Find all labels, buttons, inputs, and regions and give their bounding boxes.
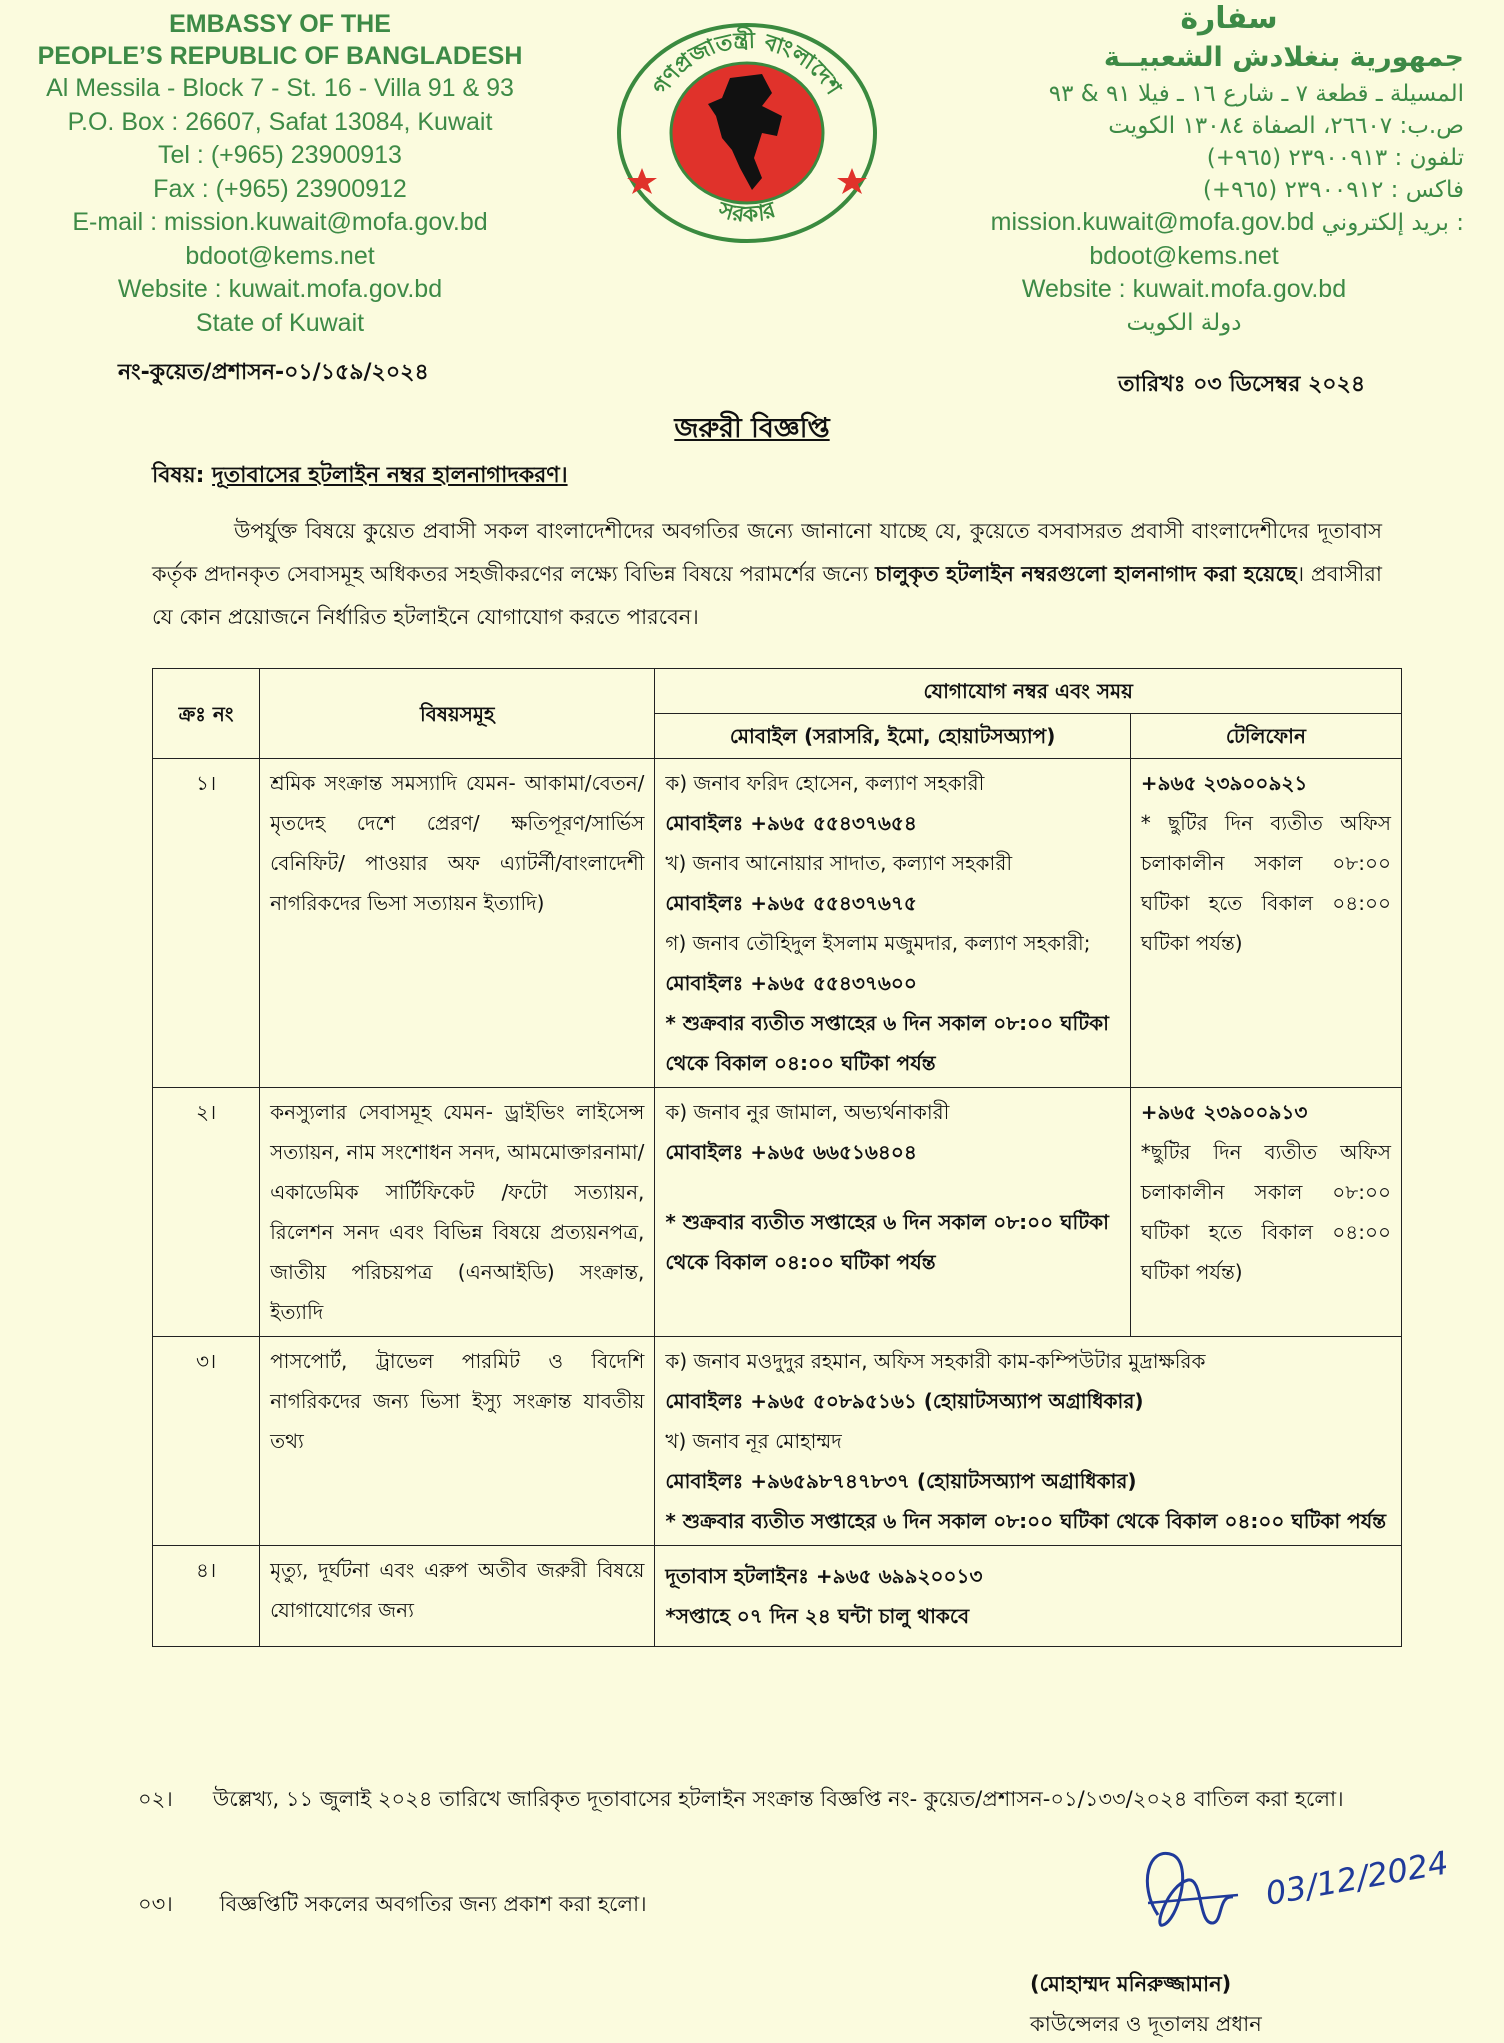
reference-number: নং-কুয়েত/প্রশাসন-০১/১৫৯/২০২৪: [118, 360, 429, 385]
row-subject: মৃত্যু, দূর্ঘটনা এবং এরুপ অতীব জরুরী বিষয়ে যোগাযোগের জন্য: [260, 1546, 655, 1647]
contact-mobile: মোবাইলঃ +৯৬৫ ৫৫৪৩৭৬৭৫: [665, 891, 917, 915]
header-mobile: মোবাইল (সরাসরি, ইমো, হোয়াটসঅ্যাপ): [655, 714, 1130, 759]
signature-icon: [1118, 1825, 1458, 1955]
fax-line: Fax : (+965) 23900912: [153, 174, 407, 203]
row-phone-cell: [1130, 1088, 1401, 1337]
tel-line: Tel : (+965) 23900913: [158, 141, 402, 169]
address-line: Al Messila - Block 7 - St. 16 - Villa 91 & 93: [46, 74, 514, 102]
website-line: Website : kuwait.mofa.gov.bd: [117, 275, 443, 303]
paragraph-3: [138, 1888, 647, 1923]
office-hours-note: * শুক্রবার ব্যতীত সপ্তাহের ৬ দিন সকাল ০৮:০০ ঘটিকা থেকে বিকাল ০৪:০০ ঘটিকা পর্যন্ত: [665, 1210, 1109, 1274]
arabic-email-line: [904, 206, 1464, 240]
row-subject: শ্রমিক সংক্রান্ত সমস্যাদি যেমন- আকামা/বেতন/মৃতদেহ দেশে প্রেরণ/ ক্ষতিপূরণ/সার্ভিস বেনিফিট/ পাওয়ার অফ এ্যাটর্নী/বাংলাদেশী নাগরিকদের ভিসা সত্যায়ন ইত্যাদি): [260, 759, 655, 1088]
email-line: E-mail : mission.kuwait@mofa.gov.bd: [72, 208, 488, 236]
contact-name: ক) জনাব মওদুদুর রহমান, অফিস সহকারী কাম-কম্পিউটার মুদ্রাক্ষরিক: [665, 1349, 1206, 1373]
contact-mobile: মোবাইলঃ +৯৬৫ ৬৬৫১৬৪০৪: [665, 1140, 917, 1164]
row-phone-cell: [1130, 759, 1401, 1088]
contact-mobile: মোবাইলঃ +৯৬৫ ৫৫৪৩৭৬৫৪: [665, 811, 917, 835]
state-line: State of Kuwait: [195, 308, 365, 337]
phone-hours-note: *ছুটির দিন ব্যতীত অফিস চলাকালীন সকাল ০৮:০০ ঘটিকা হতে বিকাল ০৪:০০ ঘটিকা পর্যন্ত): [1140, 1140, 1391, 1284]
arabic-title-line2: جمهورية بنغلادش الشعبيــة: [1103, 42, 1464, 73]
arabic-email-value: mission.kuwait@mofa.gov.bd: [990, 208, 1315, 236]
phone-hours-note: * ছুটির দিন ব্যতীত অফিস চলাকালীন সকাল ০৮:০০ ঘটিকা হতে বিকাল ০৪:০০ ঘটিকা পর্যন্ত): [1140, 811, 1391, 955]
signatory-name: (মোহাম্মদ মনিরুজ্জামান): [1030, 1972, 1232, 1996]
row-mobile-cell: [655, 1088, 1130, 1337]
phone-number: +৯৬৫ ২৩৯০০৯২১: [1140, 771, 1308, 795]
table-row: [153, 1546, 1402, 1647]
header-contact: যোগাযোগ নম্বর এবং সময়: [655, 669, 1402, 714]
table-row: [153, 1088, 1402, 1337]
row-serial: ২।: [153, 1088, 260, 1337]
subject-label: বিষয়:: [152, 463, 205, 488]
embassy-title-line2: PEOPLE’S REPUBLIC OF BANGLADESH: [37, 42, 523, 70]
arabic-website-line: Website : kuwait.mofa.gov.bd: [1021, 275, 1347, 303]
subject-line: [152, 458, 568, 495]
row-hotline-cell: [655, 1546, 1402, 1647]
paragraph-2-number: ০২।: [138, 1787, 173, 1811]
contact-name: খ) জনাব নূর মোহাম্মদ: [665, 1429, 842, 1453]
table-header-row: [153, 669, 1402, 714]
hotline-hours-note: *সপ্তাহে ০৭ দিন ২৪ ঘন্টা চালু থাকবে: [665, 1604, 970, 1628]
signature-date: 03/12/2024: [1262, 1843, 1452, 1913]
row-serial: ৩।: [153, 1337, 260, 1546]
header-serial: ক্রঃ নং: [153, 669, 260, 759]
row-subject: পাসপোর্ট, ট্রাভেল পারমিট ও বিদেশি নাগরিকদের জন্য ভিসা ইস্যু সংক্রান্ত যাবতীয় তথ্য: [260, 1337, 655, 1546]
row-mobile-cell: [655, 1337, 1402, 1546]
subject-text: দূতাবাসের হটলাইন নম্বর হালনাগাদকরণ।: [212, 463, 568, 488]
intro-end-text: । প্রবাসীরা যে কোন প্রয়োজনে নির্ধারিত হটলাইনে যোগাযোগ করতে পারবেন।: [152, 562, 1382, 629]
arabic-tel-line: تلفون : ٢٣٩٠٠٩١٣ (٩٦٥+): [1206, 145, 1464, 171]
letterhead-arabic: [904, 0, 1464, 339]
arabic-title-line1: سفارة: [1180, 1, 1278, 36]
document-date: তারিখঃ ০৩ ডিসেম্বর ২০২৪: [1118, 372, 1366, 397]
paragraph-3-number: ০৩।: [138, 1892, 173, 1916]
embassy-title-line1: EMBASSY OF THE: [169, 10, 391, 38]
row-serial: ১।: [153, 759, 260, 1088]
seal-bottom-text: সরকার: [715, 197, 779, 228]
intro-bold-text: চালুকৃত হটলাইন নম্বরগুলো হালনাগাদ করা হয়েছে: [875, 562, 1297, 586]
arabic-po-box-line: ص.ب: ٢٦٦٠٧، الصفاة ١٣٠٨٤ الكويت: [1108, 113, 1464, 139]
notice-heading-text: জরুরী বিজ্ঞপ্তি: [674, 413, 830, 444]
po-box-line: P.O. Box : 26607, Safat 13084, Kuwait: [67, 107, 493, 136]
emergency-hotline: দূতাবাস হটলাইনঃ +৯৬৫ ৬৯৯২০০১৩: [665, 1564, 983, 1588]
arabic-fax-line: فاكس : ٢٣٩٠٠٩١٢ (٩٦٥+): [1202, 177, 1464, 203]
phone-number: +৯৬৫ ২৩৯০০৯১৩: [1140, 1100, 1308, 1124]
letterhead-english: [0, 8, 560, 340]
contact-mobile: মোবাইলঃ +৯৬৫৯৮৭৪৭৮৩৭ (হোয়াটসঅ্যাপ অগ্রাধিকার): [665, 1469, 1137, 1493]
contact-name-and-mobile: [665, 923, 1119, 1003]
arabic-address-line: المسيلة ـ قطعة ٧ ـ شارع ١٦ ـ فيلا ٩١ & ٩٣: [1048, 81, 1464, 107]
arabic-email2-line: bdoot@kems.net: [1089, 241, 1279, 270]
intro-text: উপর্যুক্ত বিষয়ে কুয়েত প্রবাসী সকল বাংলাদেশীদের অবগতির জন্যে জানানো যাচ্ছে যে, কুয়েতে বসবাসরত প্রবাসী বাংলাদেশীদের দূতাবাস কর্তৃক প্রদানকৃত সেবাসমূহ অধিকতর সহজীকরণের লক্ষ্যে বিভিন্ন বিষয়ে পরামর্শের জন্যে: [152, 519, 1382, 586]
government-seal-icon: [612, 18, 882, 248]
arabic-email-label: بريد إلكتروني :: [1321, 210, 1464, 236]
row-subject: কনস্যুলার সেবাসমূহ যেমন- ড্রাইভিং লাইসেন্স সত্যায়ন, নাম সংশোধন সনদ, আমমোক্তারনামা/ একাডেমিক সার্টিফিকেট /ফটো সত্যায়ন, রিলেশন সনদ এবং বিভিন্ন বিষয়ে প্রত্যয়নপত্র, জাতীয় পরিচয়পত্র (এনআইডি) সংক্রান্ত, ইত্যাদি: [260, 1088, 655, 1337]
paragraph-3-text: বিজ্ঞপ্তিটি সকলের অবগতির জন্য প্রকাশ করা হলো।: [219, 1892, 647, 1916]
arabic-state-line: دولة الكويت: [1126, 309, 1242, 336]
contact-name: ক) জনাব ফরিদ হোসেন, কল্যাণ সহকারী: [665, 771, 985, 795]
hotline-table: [152, 668, 1402, 1647]
intro-paragraph: [152, 510, 1382, 639]
notice-heading: [0, 408, 1504, 453]
contact-name: ক) জনাব নুর জামাল, অভ্যর্থনাকারী: [665, 1100, 950, 1124]
paragraph-2-text: উল্লেখ্য, ১১ জুলাই ২০২৪ তারিখে জারিকৃত দূতাবাসের হটলাইন সংক্রান্ত বিজ্ঞপ্তি নং- কুয়েত/প্রশাসন-০১/১৩৩/২০২৪ বাতিল করা হলো।: [212, 1787, 1344, 1811]
office-hours-note: * শুক্রবার ব্যতীত সপ্তাহের ৬ দিন সকাল ০৮:০০ ঘটিকা থেকে বিকাল ০৪:০০ ঘটিকা পর্যন্ত: [665, 1011, 1109, 1075]
contact-name: গ) জনাব তৌহিদুল ইসলাম মজুমদার, কল্যাণ সহকারী;: [665, 931, 1091, 955]
office-hours-note: * শুক্রবার ব্যতীত সপ্তাহের ৬ দিন সকাল ০৮:০০ ঘটিকা থেকে বিকাল ০৪:০০ ঘটিকা পর্যন্ত: [665, 1509, 1387, 1533]
paragraph-2: [138, 1778, 1368, 1820]
table-row: [153, 1337, 1402, 1546]
row-serial: ৪।: [153, 1546, 260, 1647]
email2-line: bdoot@kems.net: [185, 241, 375, 270]
signatory-title: কাউন্সেলর ও দূতালয় প্রধান: [1030, 2012, 1262, 2036]
header-phone: টেলিফোন: [1130, 714, 1401, 759]
seal-top-text: গণপ্রজাতন্ত্রী বাংলাদেশ: [648, 28, 846, 100]
header-subjects: বিষয়সমূহ: [260, 669, 655, 759]
contact-mobile: মোবাইলঃ +৯৬৫ ৫৫৪৩৭৬০০: [665, 971, 917, 995]
table-row: [153, 759, 1402, 1088]
row-mobile-cell: [655, 759, 1130, 1088]
contact-name: খ) জনাব আনোয়ার সাদাত, কল্যাণ সহকারী: [665, 851, 1013, 875]
contact-mobile: মোবাইলঃ +৯৬৫ ৫০৮৯৫১৬১ (হোয়াটসঅ্যাপ অগ্রাধিকার): [665, 1389, 1144, 1413]
